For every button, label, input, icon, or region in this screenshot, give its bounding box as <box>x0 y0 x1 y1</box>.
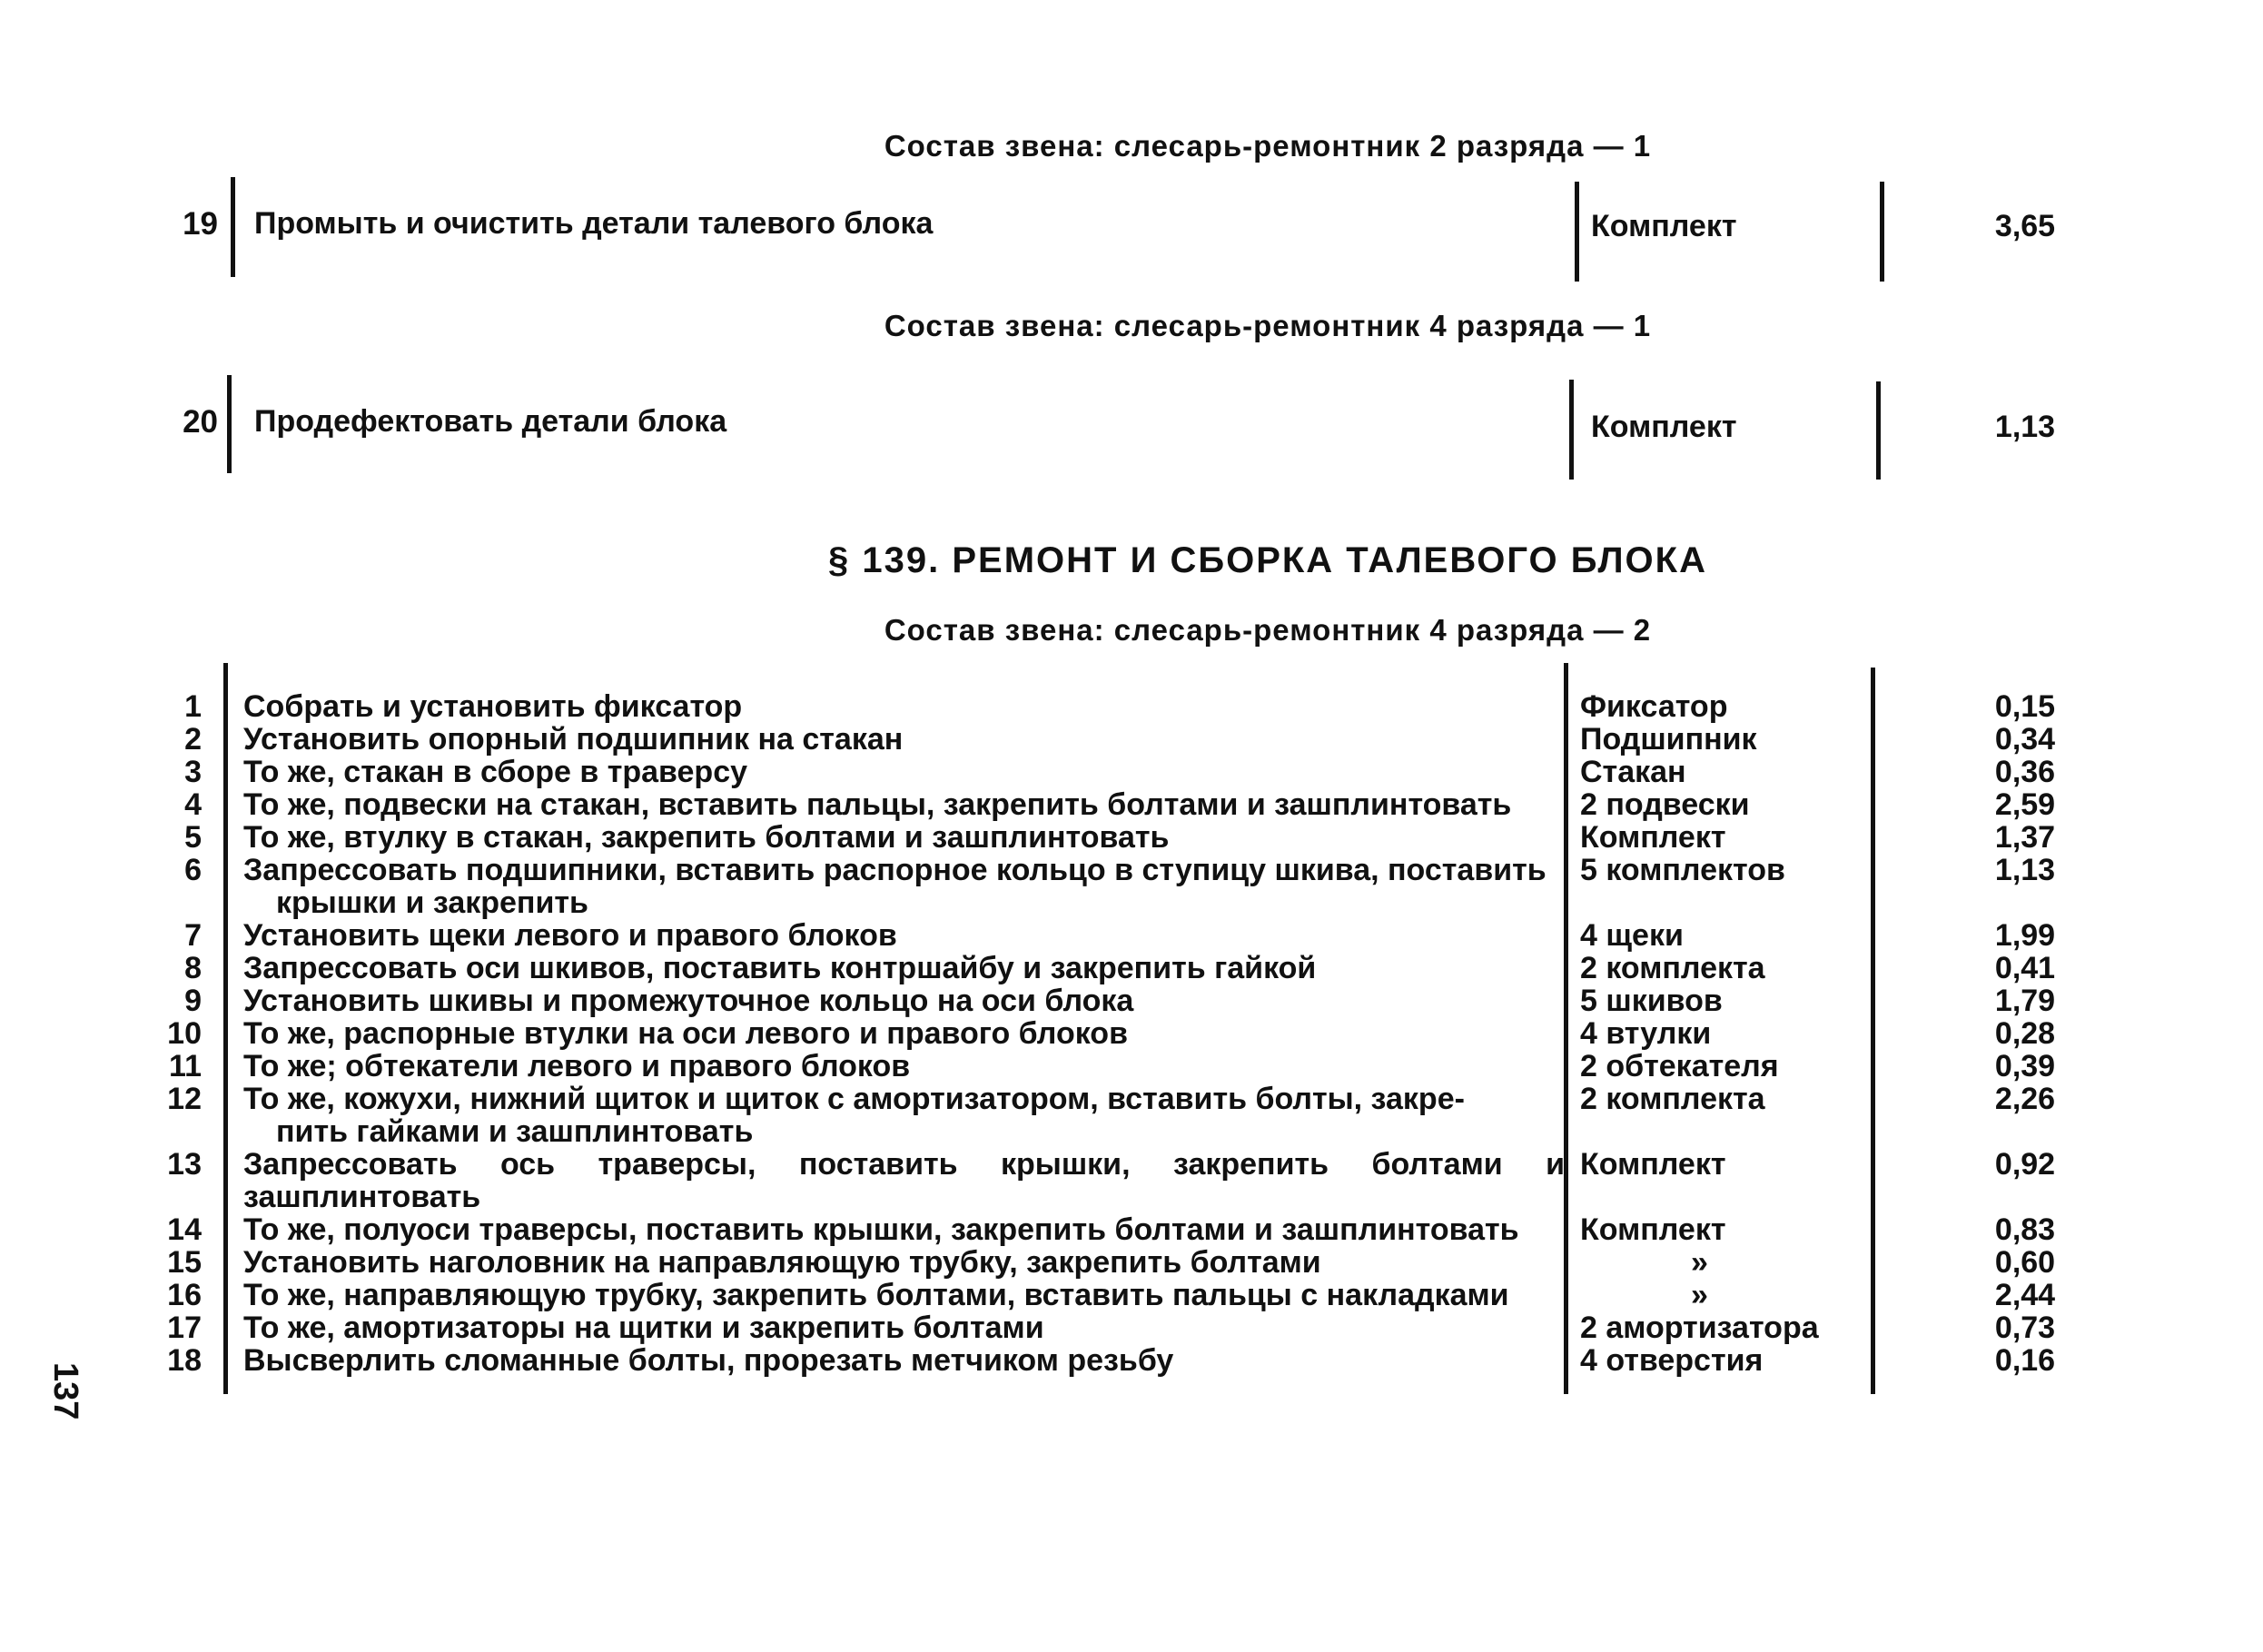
row-norm: 0,83 <box>1994 1212 2056 1247</box>
table-row <box>0 690 2263 723</box>
row-norm: 0,92 <box>1994 1147 2056 1182</box>
crew-composition-2: Состав звена: слесарь-ремонтник 4 разряда — 1 <box>884 309 1652 342</box>
row-description-continuation: пить гайками и зашплинтовать <box>276 1114 754 1149</box>
row-unit: Стакан <box>1580 755 1686 789</box>
section-title: § 139. РЕМОНТ И СБОРКА ТАЛЕВОГО БЛОКА <box>828 540 1707 580</box>
row-norm: 0,28 <box>1994 1016 2056 1051</box>
row-description-text: То же, стакан в сборе в траверсу <box>243 755 748 789</box>
row-description-text: Установить щеки левого и правого блоков <box>243 918 897 953</box>
row-description-text: Запрессовать подшипники, вставить распорное кольцо в ступицу шкива, поставить <box>243 853 1547 887</box>
table-row <box>0 952 2263 984</box>
row-unit: 4 щеки <box>1580 918 1684 953</box>
row-unit: Подшипник <box>1580 722 1757 757</box>
row-description-text: То же, распорные втулки на оси левого и правого блоков <box>243 1016 1128 1051</box>
table-row <box>0 984 2263 1017</box>
column-divider <box>1575 182 1579 282</box>
row-description <box>243 723 1565 756</box>
row-number: 8 <box>184 951 202 985</box>
table-row <box>0 1148 2263 1213</box>
row-description <box>243 1311 1565 1344</box>
row-description <box>243 1148 1565 1213</box>
row-description-text: Установить опорный подшипник на стакан <box>243 722 904 757</box>
table-row <box>0 1083 2263 1148</box>
table-row <box>0 788 2263 821</box>
row-description-text: То же, подвески на стакан, вставить пальцы, закрепить болтами и зашплинтовать <box>243 787 1512 822</box>
row-number: 9 <box>184 984 202 1018</box>
row-description-text: Установить наголовник на направляющую трубку, закрепить болтами <box>243 1245 1321 1280</box>
row-description <box>243 984 1565 1017</box>
row-number: 1 <box>184 689 202 724</box>
row-description <box>243 1083 1565 1148</box>
row-description <box>243 821 1565 854</box>
row-unit: 2 подвески <box>1580 787 1750 822</box>
row-number: 16 <box>167 1278 202 1312</box>
row-description: Продефектовать детали блока <box>254 404 727 439</box>
row-norm: 1,99 <box>1994 918 2056 953</box>
row-unit: 4 отверстия <box>1580 1343 1764 1378</box>
table-row <box>0 821 2263 854</box>
row-description <box>243 1050 1565 1083</box>
table-row-19 <box>0 177 2263 277</box>
row-norm: 3,65 <box>1994 209 2056 243</box>
row-description <box>243 854 1565 919</box>
work-norms-table <box>0 690 2263 1377</box>
row-number: 15 <box>167 1245 202 1280</box>
row-description <box>243 919 1565 952</box>
row-unit: Фиксатор <box>1580 689 1728 724</box>
row-description-text: Высверлить сломанные болты, прорезать метчиком резьбу <box>243 1343 1174 1378</box>
table-row <box>0 919 2263 952</box>
row-unit: Комплект <box>1580 1212 1726 1247</box>
row-description <box>243 1279 1565 1311</box>
row-number: 4 <box>184 787 202 822</box>
table-row <box>0 1344 2263 1377</box>
row-unit: » <box>1691 1278 1708 1312</box>
row-number: 11 <box>169 1049 202 1083</box>
row-norm: 0,60 <box>1994 1245 2056 1280</box>
row-norm: 0,39 <box>1994 1049 2056 1083</box>
row-description <box>243 1017 1565 1050</box>
row-norm: 2,26 <box>1994 1082 2056 1116</box>
table-row <box>0 1213 2263 1246</box>
row-number: 17 <box>167 1311 202 1345</box>
row-unit: Комплект <box>1580 1147 1726 1182</box>
row-norm: 1,79 <box>1994 984 2056 1018</box>
row-unit: 5 комплектов <box>1580 853 1785 887</box>
row-number: 20 <box>183 404 218 440</box>
page-number: 137 <box>46 1362 84 1420</box>
row-unit: 2 амортизатора <box>1580 1311 1819 1345</box>
crew-composition-3: Состав звена: слесарь-ремонтник 4 разряда — 2 <box>884 613 1652 647</box>
row-norm: 1,37 <box>1994 820 2056 855</box>
table-row-20 <box>0 377 2263 477</box>
row-description-text: Собрать и установить фиксатор <box>243 689 743 724</box>
row-norm: 0,16 <box>1994 1343 2056 1378</box>
row-description <box>243 1246 1565 1279</box>
table-row <box>0 1050 2263 1083</box>
row-description-text: Запрессовать ось траверсы, поставить крышки, закрепить болтами и зашплинтовать <box>243 1147 1565 1214</box>
row-description <box>243 1344 1565 1377</box>
table-row <box>0 854 2263 919</box>
row-number: 13 <box>167 1147 202 1182</box>
row-description-text: Запрессовать оси шкивов, поставить контршайбу и закрепить гайкой <box>243 951 1317 985</box>
row-unit: » <box>1691 1245 1708 1280</box>
row-description-text: То же, амортизаторы на щитки и закрепить болтами <box>243 1311 1044 1345</box>
table-row <box>0 1311 2263 1344</box>
row-description <box>243 756 1565 788</box>
row-description-text: Установить шкивы и промежуточное кольцо на оси блока <box>243 984 1134 1018</box>
row-number: 5 <box>184 820 202 855</box>
row-description-continuation: крышки и закрепить <box>276 885 588 920</box>
row-norm: 0,34 <box>1994 722 2056 757</box>
table-row <box>0 1246 2263 1279</box>
table-row <box>0 1279 2263 1311</box>
column-divider <box>227 375 232 473</box>
row-unit: 2 комплекта <box>1580 1082 1765 1116</box>
row-norm: 1,13 <box>1994 410 2056 444</box>
row-norm: 2,59 <box>1994 787 2056 822</box>
row-unit: 2 комплекта <box>1580 951 1765 985</box>
row-norm: 0,36 <box>1994 755 2056 789</box>
row-unit: 5 шкивов <box>1580 984 1723 1018</box>
row-number: 6 <box>184 853 202 887</box>
row-unit: Комплект <box>1580 820 1726 855</box>
row-number: 10 <box>167 1016 202 1051</box>
row-description-text: То же, кожухи, нижний щиток и щиток с амортизатором, вставить болты, закре- <box>243 1082 1465 1116</box>
row-number: 19 <box>183 206 218 242</box>
row-norm: 1,13 <box>1994 853 2056 887</box>
row-description <box>243 1213 1565 1246</box>
crew-composition-1: Состав звена: слесарь-ремонтник 2 разряда — 1 <box>884 129 1652 163</box>
row-norm: 0,15 <box>1994 689 2056 724</box>
row-unit: 2 обтекателя <box>1580 1049 1779 1083</box>
row-unit: Комплект <box>1591 410 1737 444</box>
column-divider <box>1876 381 1881 480</box>
row-norm: 0,41 <box>1994 951 2056 985</box>
row-description-text: То же, втулку в стакан, закрепить болтами и зашплинтовать <box>243 820 1170 855</box>
column-divider <box>231 177 235 277</box>
row-unit: Комплект <box>1591 209 1737 243</box>
row-norm: 2,44 <box>1994 1278 2056 1312</box>
row-number: 14 <box>167 1212 202 1247</box>
table-row <box>0 1017 2263 1050</box>
row-description: Промыть и очистить детали талевого блока <box>254 206 934 241</box>
row-description <box>243 788 1565 821</box>
row-description-text: То же; обтекатели левого и правого блоков <box>243 1049 911 1083</box>
row-description-text: То же, полуоси траверсы, поставить крышки, закрепить болтами и зашплинтовать <box>243 1212 1519 1247</box>
column-divider <box>1569 380 1574 480</box>
row-number: 7 <box>184 918 202 953</box>
row-number: 18 <box>167 1343 202 1378</box>
row-description-text: То же, направляющую трубку, закрепить болтами, вставить пальцы с накладками <box>243 1278 1509 1312</box>
row-number: 3 <box>184 755 202 789</box>
row-number: 2 <box>184 722 202 757</box>
row-description <box>243 952 1565 984</box>
table-row <box>0 756 2263 788</box>
table-row <box>0 723 2263 756</box>
row-unit: 4 втулки <box>1580 1016 1712 1051</box>
row-number: 12 <box>167 1082 202 1116</box>
row-description <box>243 690 1565 723</box>
row-norm: 0,73 <box>1994 1311 2056 1345</box>
column-divider <box>1880 182 1884 282</box>
